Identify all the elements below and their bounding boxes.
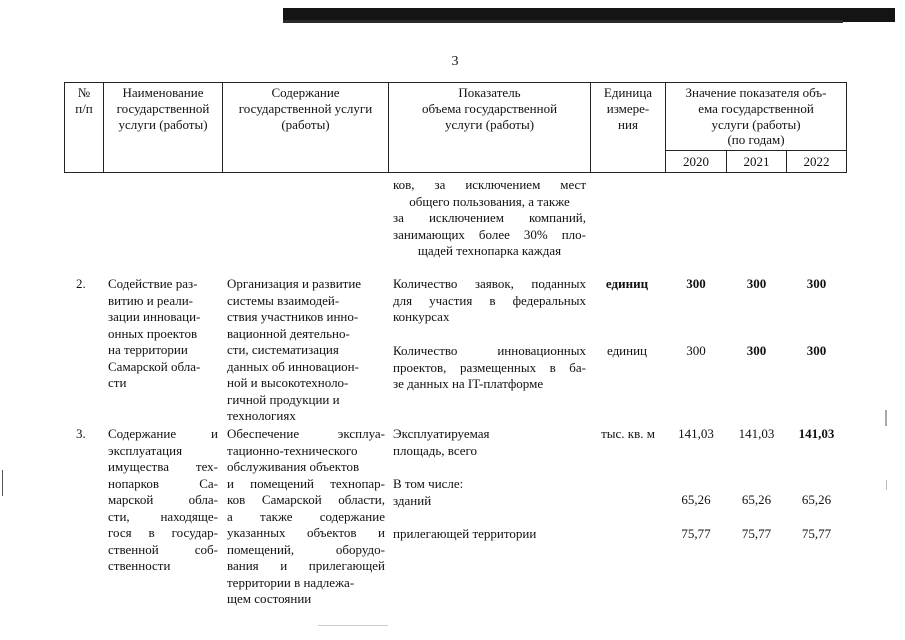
- indicator-text: прилегающей территории: [393, 526, 537, 541]
- row-number: 3.: [76, 426, 86, 441]
- value-2021: 141,03: [738, 426, 775, 441]
- indicator-unit: единиц: [605, 276, 649, 291]
- row-service-content: Организация и развитие системы взаимодей- ствия участников инно- вационной деятельно- сти, систематизация данных об инновацион- ной и высокотехноло- гичной продукции и технологиях: [227, 276, 362, 423]
- row-service-content: Обеспечение эксплуа- тационно-технического обслуживания объектов и помещений технопар- ков Самарской области, а также содержание указанных объектов и помещений, оборудо- вания и прилегающей территории в надлежа- щем состоянии: [227, 426, 385, 606]
- scan-mark-right: [886, 480, 887, 490]
- value-2020: 300: [686, 276, 706, 291]
- header-year-2020: 2020: [683, 154, 709, 169]
- header-col-name: Наименование государственной услуги (работы): [116, 85, 210, 132]
- indicator-text: Количество инновационных проектов, размещенных в ба- зе данных на IT-платформе: [393, 343, 586, 391]
- header-col-unit: Единица измере- ния: [603, 85, 653, 132]
- indicator-unit: тыс. кв. м: [601, 426, 655, 441]
- value-2021: 75,77: [741, 526, 772, 541]
- header-year-2022: 2022: [803, 154, 830, 169]
- header-col-indicator: Показатель объема государственной услуги (работы): [421, 85, 558, 132]
- indicator-text: Количество заявок, поданных для участия в федеральных конкурсах: [393, 276, 586, 324]
- value-2020: 75,77: [681, 526, 711, 541]
- value-2022: 300: [806, 276, 827, 291]
- value-2021: 300: [746, 343, 767, 358]
- scan-top-bar-shadow: [283, 20, 843, 23]
- value-2020: 141,03: [678, 426, 714, 441]
- value-2022: 75,77: [801, 526, 832, 541]
- value-2020: 300: [686, 343, 706, 358]
- header-col-number: № п/п: [75, 85, 93, 116]
- scan-mark-right: [885, 410, 887, 426]
- value-2022: 141,03: [798, 426, 835, 441]
- header-col-value: Значение показателя объ- ема государственной услуги (работы) (по годам): [685, 85, 827, 147]
- value-2022: 65,26: [801, 492, 832, 507]
- scan-mark-bottom: [318, 625, 388, 626]
- continuation-indicator-text: ков, за исключением мест общего пользования, а также за исключением компаний, занимающих более 30% пло- щадей технопарка каждая: [393, 177, 586, 258]
- indicator-text: В том числе: зданий: [393, 476, 464, 508]
- row-service-name: Содержание и эксплуатация имущества тех- нопарков Са- марской обла- сти, находяще- гося в государ- ственной соб- ственности: [108, 426, 218, 573]
- value-2020: 65,26: [681, 492, 711, 507]
- value-2021: 300: [746, 276, 767, 291]
- row-number: 2.: [76, 276, 86, 291]
- indicator-text: Эксплуатируемая площадь, всего: [393, 426, 490, 458]
- header-year-2021: 2021: [743, 154, 770, 169]
- value-2021: 65,26: [741, 492, 772, 507]
- value-2022: 300: [806, 343, 827, 358]
- header-col-content: Содержание государственной услуги (работы): [238, 85, 373, 132]
- row-service-name: Содействие раз- витию и реали- зации инноваци- онных проектов на территории Самарской обла- сти: [108, 276, 201, 390]
- scan-mark-left: [2, 470, 3, 496]
- page-number: 3: [451, 54, 459, 69]
- indicator-unit: единиц: [606, 343, 648, 358]
